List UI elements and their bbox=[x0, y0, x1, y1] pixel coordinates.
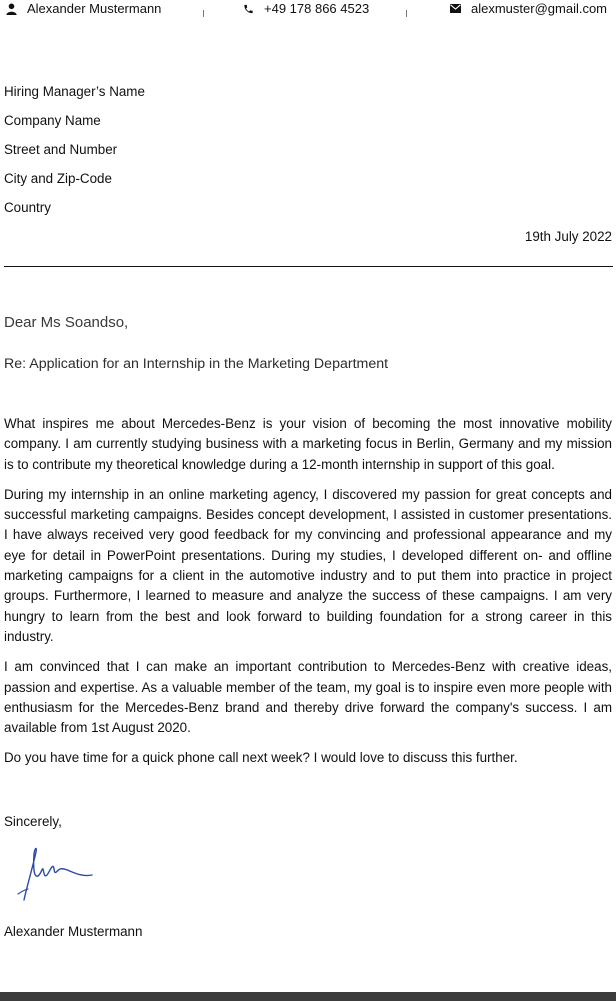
header-email-item bbox=[450, 1, 607, 16]
recipient-country: Country bbox=[4, 200, 51, 215]
recipient-address bbox=[4, 84, 145, 229]
person-icon bbox=[6, 3, 17, 15]
header-separator bbox=[406, 10, 407, 17]
letter-date: 19th July 2022 bbox=[524, 229, 612, 244]
footer-bar bbox=[0, 992, 616, 1001]
body-paragraph: What inspires me about Mercedes-Benz is your vision of becoming the most innovative mobility company. I am currently studying business with a marketing focus in Berlin, Germany and my mission is to contribute my theoretical knowledge during a 12-month internship in support of this goal. bbox=[4, 416, 612, 472]
sender-name: Alexander Mustermann bbox=[27, 1, 162, 16]
contact-header bbox=[0, 0, 616, 22]
recipient-city: City and Zip-Code bbox=[4, 171, 112, 186]
letter-body bbox=[4, 414, 612, 779]
header-phone-item bbox=[243, 1, 369, 16]
handwritten-signature bbox=[10, 842, 100, 909]
signature-name: Alexander Mustermann bbox=[4, 924, 143, 939]
subject-line: Re: Application for an Internship in the Marketing Department bbox=[4, 356, 389, 372]
sender-email: alexmuster@gmail.com bbox=[471, 1, 608, 16]
phone-icon bbox=[243, 3, 254, 15]
greeting: Dear Ms Soandso, bbox=[4, 314, 129, 331]
recipient-street: Street and Number bbox=[4, 142, 118, 157]
body-paragraph: I am convinced that I can make an important contribution to Mercedes-Benz with creative ideas, passion and expertise. As a valuable member of the team, my goal is to inspire even more people with enthusiasm for the Mercedes-Benz brand and thereby drive forward the company's success. I am available from 1st August 2020. bbox=[4, 659, 612, 736]
header-separator bbox=[203, 10, 204, 17]
sender-phone: +49 178 866 4523 bbox=[264, 1, 370, 16]
body-paragraph: During my internship in an online marketing agency, I discovered my passion for great concepts and successful marketing campaigns. Besides concept development, I assisted in customer presentations. I have always received very good feedback for my convincing and professional appearance and my eye for detail in PowerPoint presentations. During my studies, I developed different on- and offline marketing campaigns for a client in the automotive industry and to put them into practice in project groups. Furthermore, I learned to measure and analyze the success of these campaigns. I am very hungry to learn from the best and look forward to building foundation for a strong career in this industry. bbox=[4, 486, 612, 644]
closing: Sincerely, bbox=[4, 814, 62, 829]
envelope-icon bbox=[450, 4, 461, 13]
header-name-item bbox=[6, 1, 161, 16]
recipient-company: Company Name bbox=[4, 113, 101, 128]
recipient-manager: Hiring Manager’s Name bbox=[4, 84, 145, 99]
divider-line bbox=[4, 266, 613, 267]
body-paragraph: Do you have time for a quick phone call next week? I would love to discuss this further. bbox=[4, 750, 518, 766]
